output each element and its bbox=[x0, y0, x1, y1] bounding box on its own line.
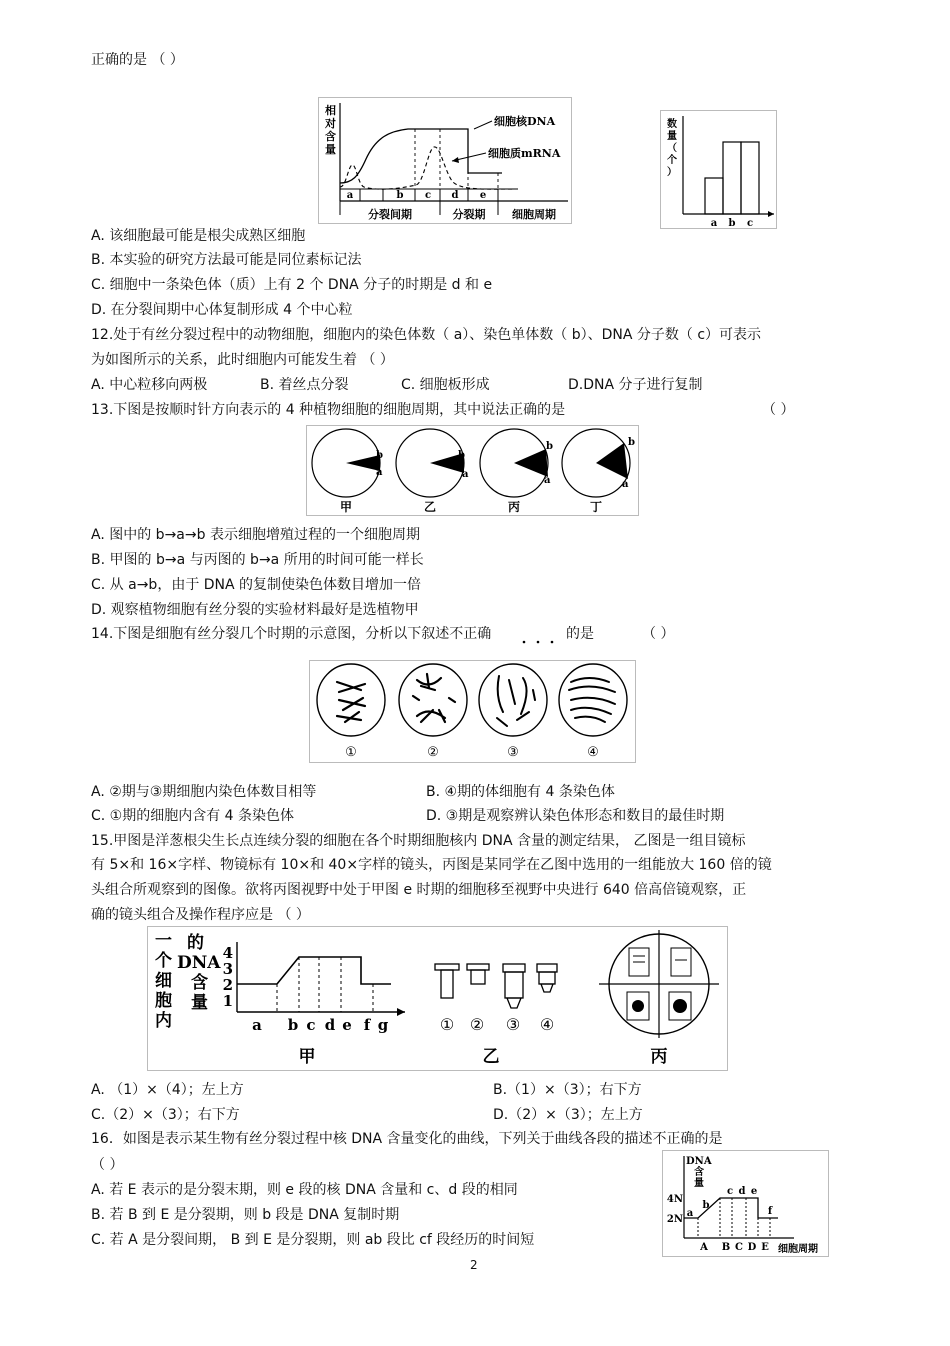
segment-d: d bbox=[738, 1186, 746, 1197]
cell-label-3: ③ bbox=[507, 745, 519, 760]
ylabel-char: 相 bbox=[325, 104, 336, 117]
ylabel-char: 胞 bbox=[155, 991, 172, 1011]
figure-dna-content-curve bbox=[662, 1150, 830, 1258]
pie-label-jia: 甲 bbox=[339, 500, 353, 514]
q14-option-c: C. ①期的细胞内含有 4 条染色体 bbox=[91, 808, 295, 824]
q12-stem-cont: 为如图所示的关系，此时细胞内可能发生着 （ ） bbox=[91, 352, 394, 368]
segment-label: b bbox=[396, 190, 404, 201]
segment-label: c bbox=[424, 190, 432, 201]
xlabel-C: C bbox=[735, 1242, 743, 1253]
phase-mitosis: 分裂期 bbox=[452, 208, 486, 221]
xlabel-E: E bbox=[761, 1242, 769, 1253]
xlabel-D: D bbox=[747, 1242, 757, 1253]
xlabel-B: B bbox=[721, 1242, 731, 1253]
ylabel-char: DNA bbox=[177, 953, 221, 973]
ylabel-char: 含 bbox=[191, 973, 208, 993]
segment-a: a bbox=[686, 1208, 694, 1219]
phase-interphase: 分裂间期 bbox=[368, 208, 412, 221]
question-11-stem-end: 正确的是 （ ） bbox=[91, 52, 184, 68]
ylabel-char: 量 bbox=[694, 1178, 704, 1189]
ylabel-char: 一 bbox=[155, 931, 172, 951]
q12-stem: 12.处于有丝分裂过程中的动物细胞，细胞内的染色体数（ a）、染色单体数（ b）、DNA 分子数（ c）可表示 bbox=[91, 327, 762, 343]
lens-label-2: ② bbox=[469, 1015, 485, 1034]
ylabel-char: 量 bbox=[325, 143, 336, 156]
q15-option-c: C.（2）×（3）；右下方 bbox=[91, 1107, 240, 1123]
segment-b: b bbox=[702, 1200, 710, 1211]
xlabel-A: A bbox=[700, 1242, 708, 1253]
point-b: b bbox=[376, 450, 383, 461]
ylabel-char: （ bbox=[667, 143, 677, 154]
ylabel-char: 内 bbox=[155, 1011, 172, 1031]
xaxis-title: 细胞周期 bbox=[778, 1244, 818, 1255]
q14-option-b: B. ④期的体细胞有 4 条染色体 bbox=[426, 784, 615, 800]
segment-f: f bbox=[767, 1206, 773, 1217]
page-number: 2 bbox=[470, 1258, 478, 1272]
q11-option-d: D. 在分裂间期中心体复制形成 4 个中心粒 bbox=[91, 302, 353, 318]
q14-stem-end: 的是 bbox=[566, 626, 594, 642]
caption-bing: 丙 bbox=[650, 1047, 668, 1067]
caption-jia: 甲 bbox=[298, 1047, 316, 1067]
ylabel-char: 个 bbox=[667, 155, 677, 166]
pie-label-bing: 丙 bbox=[507, 500, 521, 514]
segment-label: d bbox=[451, 190, 459, 201]
segment-label: c bbox=[306, 1016, 316, 1034]
lens-label-1: ① bbox=[439, 1015, 455, 1034]
cell-label-1: ① bbox=[345, 745, 357, 760]
figure-bar-chart bbox=[660, 110, 778, 230]
ylabel-char: 细 bbox=[155, 971, 172, 991]
q15-option-d: D.（2）×（3）；左上方 bbox=[493, 1107, 643, 1123]
segment-label: a bbox=[346, 190, 354, 201]
q15-stem-cont3: 确的镜头组合及操作程序应是 （ ） bbox=[91, 907, 310, 923]
ylabel-char: 量 bbox=[667, 131, 677, 142]
point-a: a bbox=[622, 479, 629, 490]
figure-microscope-question bbox=[147, 926, 729, 1072]
q11-option-c: C. 细胞中一条染色体（质）上有 2 个 DNA 分子的时期是 d 和 e bbox=[91, 277, 493, 293]
cell-label-4: ④ bbox=[587, 745, 599, 760]
tick-label: 4 bbox=[222, 944, 233, 962]
ylabel-char: 含 bbox=[325, 130, 336, 143]
bar-label-c: c bbox=[746, 218, 754, 229]
tick-label: 1 bbox=[222, 992, 233, 1010]
q13-answer-blank: （ ） bbox=[762, 402, 795, 418]
q15-option-b: B.（1）×（3）；右下方 bbox=[493, 1082, 642, 1098]
bar-label-b: b bbox=[728, 218, 736, 229]
tick-label: 3 bbox=[222, 960, 233, 978]
q14-option-a: A. ②期与③期细胞内染色体数目相等 bbox=[91, 784, 317, 800]
bar-a bbox=[705, 178, 723, 214]
ylabel-char: ） bbox=[667, 167, 677, 178]
q12-option-a: A. 中心粒移向两极 bbox=[91, 377, 208, 393]
q12-option-d: D.DNA 分子进行复制 bbox=[568, 377, 703, 393]
q11-option-b: B. 本实验的研究方法最可能是同位素标记法 bbox=[91, 252, 362, 268]
pie-label-ding: 丁 bbox=[589, 500, 603, 514]
q14-emphasis-dots bbox=[520, 630, 560, 651]
figure-cell-cycle-pies bbox=[306, 425, 640, 517]
segment-label: e bbox=[342, 1016, 352, 1034]
bar-c bbox=[741, 142, 759, 214]
q15-stem-cont2: 头组合所观察到的图像。欲将丙图视野中处于甲图 e 时期的细胞移至视野中央进行 640 倍高倍镜观察，正 bbox=[91, 882, 747, 898]
point-b: b bbox=[458, 450, 465, 461]
tick-2n: 2N bbox=[666, 1214, 683, 1225]
q14-option-d: D. ③期是观察辨认染色体形态和数目的最佳时期 bbox=[426, 808, 725, 824]
ylabel-char: 量 bbox=[191, 993, 208, 1013]
q16-stem: 16．如图是表示某生物有丝分裂过程中核 DNA 含量变化的曲线，下列关于曲线各段的描述不正确的是 bbox=[91, 1131, 723, 1147]
segment-label: g bbox=[377, 1016, 389, 1034]
q16-option-b: B. 若 B 到 E 是分裂期，则 b 段是 DNA 复制时期 bbox=[91, 1207, 400, 1223]
q16-option-c: C. 若 A 是分裂间期， B 到 E 是分裂期，则 ab 段比 cf 段经历的时间短 bbox=[91, 1232, 535, 1248]
series-mrna: 细胞质mRNA bbox=[488, 147, 561, 160]
lens-label-3: ③ bbox=[505, 1015, 521, 1034]
q14-stem: 14.下图是细胞有丝分裂几个时期的示意图，分析以下叙述不正确 bbox=[91, 626, 492, 642]
q13-stem: 13.下图是按顺时针方向表示的 4 种植物细胞的细胞周期，其中说法正确的是 bbox=[91, 402, 566, 418]
q15-stem-cont1: 有 5×和 16×字样、物镜标有 10×和 40×字样的镜头，丙图是某同学在乙图中选用的一组能放大 160 倍的镜 bbox=[91, 857, 772, 873]
bar-label-a: a bbox=[710, 218, 718, 229]
segment-label: b bbox=[287, 1016, 299, 1034]
pie-label-yi: 乙 bbox=[423, 500, 437, 514]
point-a: a bbox=[544, 475, 551, 486]
phase-cycle: 细胞周期 bbox=[512, 208, 556, 221]
q12-option-c: C. 细胞板形成 bbox=[401, 377, 490, 393]
q11-option-a: A. 该细胞最可能是根尖成熟区细胞 bbox=[91, 228, 306, 244]
bar-b bbox=[723, 142, 741, 214]
figure-mitosis-cells bbox=[309, 660, 637, 764]
ylabel-char: 含 bbox=[694, 1167, 704, 1178]
figure-dna-mrna-curve bbox=[318, 97, 574, 225]
q14-answer-blank: （ ） bbox=[642, 626, 675, 642]
cell-label-2: ② bbox=[427, 745, 439, 760]
q15-option-a: A. （1）×（4）；左上方 bbox=[91, 1082, 244, 1098]
caption-yi: 乙 bbox=[482, 1047, 500, 1067]
q16-option-a: A. 若 E 表示的是分裂末期，则 e 段的核 DNA 含量和 c、d 段的相同 bbox=[91, 1182, 518, 1198]
q13-option-c: C. 从 a→b，由于 DNA 的复制使染色体数目增加一倍 bbox=[91, 577, 422, 593]
series-nuclear-dna: 细胞核DNA bbox=[494, 115, 556, 128]
ylabel-char: 的 bbox=[187, 933, 204, 953]
segment-label: d bbox=[324, 1016, 336, 1034]
q13-option-d: D. 观察植物细胞有丝分裂的实验材料最好是选植物甲 bbox=[91, 602, 419, 618]
q15-stem: 15.甲图是洋葱根尖生长点连续分裂的细胞在各个时期细胞核内 DNA 含量的测定结果， 乙图是一组目镜标 bbox=[91, 833, 746, 849]
q13-option-b: B. 甲图的 b→a 与丙图的 b→a 所用的时间可能一样长 bbox=[91, 552, 424, 568]
tick-4n: 4N bbox=[666, 1194, 683, 1205]
segment-c: c bbox=[726, 1186, 734, 1197]
ylabel-dna: DNA bbox=[686, 1156, 712, 1167]
tick-label: 2 bbox=[222, 976, 233, 994]
segment-label: a bbox=[252, 1016, 262, 1034]
lens-label-4: ④ bbox=[539, 1015, 555, 1034]
ylabel-char: 个 bbox=[155, 951, 172, 971]
segment-label: f bbox=[363, 1016, 371, 1034]
ylabel-char: 数 bbox=[667, 119, 677, 130]
point-a: a bbox=[376, 467, 383, 478]
segment-e: e bbox=[750, 1186, 758, 1197]
ylabel-char: 对 bbox=[325, 117, 336, 130]
q16-answer-blank: （ ） bbox=[91, 1157, 124, 1173]
point-a: a bbox=[462, 469, 469, 480]
q12-option-b: B. 着丝点分裂 bbox=[260, 377, 349, 393]
q13-option-a: A. 图中的 b→a→b 表示细胞增殖过程的一个细胞周期 bbox=[91, 527, 420, 543]
point-b: b bbox=[628, 437, 635, 448]
point-b: b bbox=[546, 441, 553, 452]
segment-label: e bbox=[479, 190, 487, 201]
